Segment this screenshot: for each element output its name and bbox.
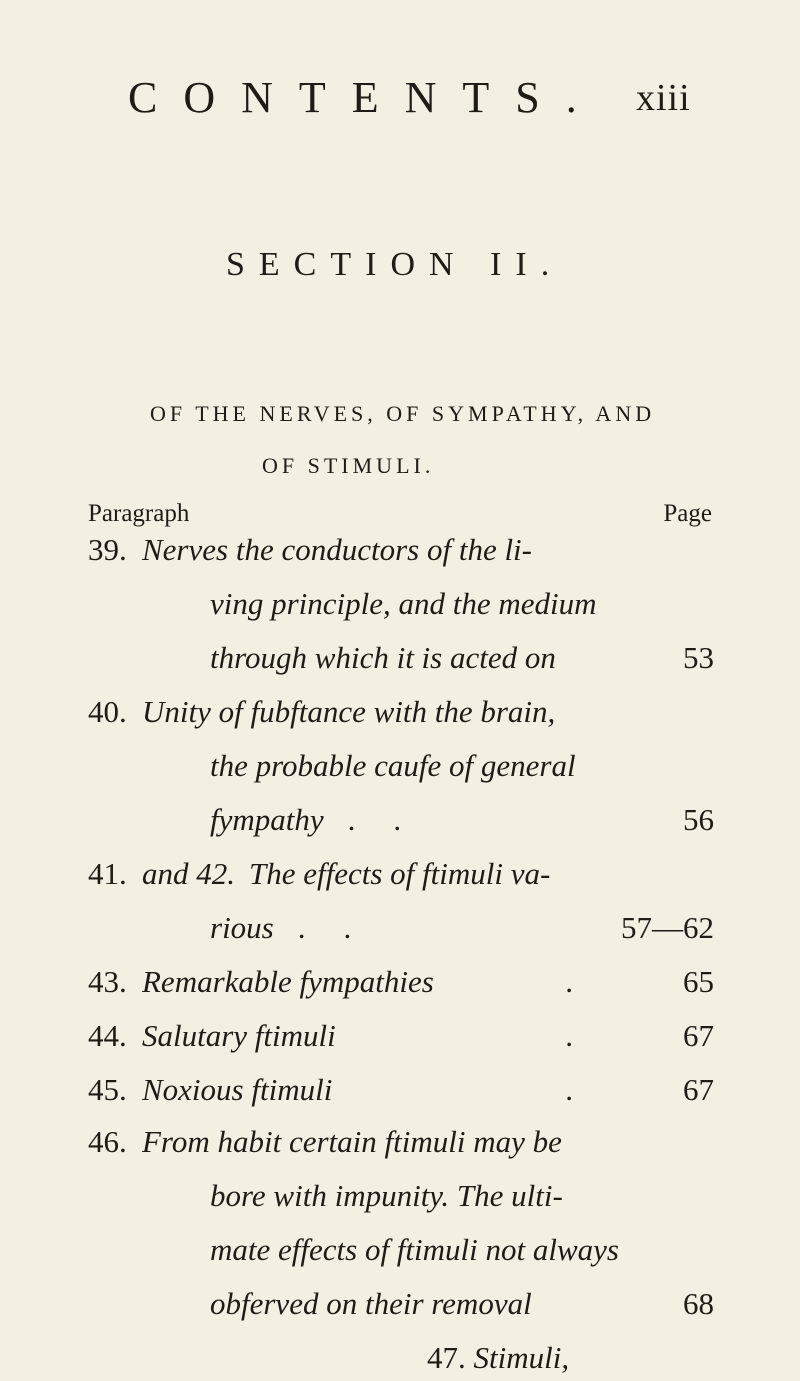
entry-text: From habit certain ftimuli may be — [142, 1124, 562, 1159]
catchword-number: 47. — [427, 1340, 466, 1375]
contents-entry — [88, 1072, 714, 1126]
entry-page: 68 — [683, 1286, 714, 1321]
subtitle-line-2: OF STIMULI. — [262, 453, 435, 478]
entry-text: through which it is acted on — [210, 640, 556, 675]
leader-dots: . — [565, 964, 611, 999]
entry-text: Noxious ftimuli — [142, 1072, 333, 1107]
entry-text: Remarkable fympathies — [142, 964, 434, 999]
entry-number: 46. — [88, 1124, 127, 1159]
leader-dots: .. — [297, 910, 390, 945]
contents-entry — [88, 694, 714, 856]
contents-entry — [88, 532, 714, 694]
page-folio: xiii — [636, 77, 691, 119]
column-header-paragraph: Paragraph — [88, 500, 190, 527]
entry-page: 56 — [683, 802, 714, 837]
leader-dots: . — [565, 1072, 611, 1107]
subtitle-line-1: OF THE NERVES, OF SYMPATHY, AND — [150, 401, 656, 426]
entry-page: 65 — [683, 964, 714, 999]
catchword-text: Stimuli, — [473, 1340, 570, 1375]
entry-text: rious — [210, 910, 274, 945]
contents-entry — [88, 1124, 714, 1340]
entry-text: ving principle, and the medium — [210, 586, 597, 621]
column-header-page: Page — [663, 500, 712, 527]
entry-number: 45. — [88, 1072, 127, 1107]
entry-prefix: and 42. — [142, 856, 235, 891]
contents-entry — [88, 1018, 714, 1072]
entry-text: mate effects of ftimuli not always — [210, 1232, 619, 1267]
section-subtitle — [150, 388, 760, 492]
leader-dots: . — [565, 1018, 611, 1053]
header-title: CONTENTS. — [128, 73, 603, 122]
entry-number: 43. — [88, 964, 127, 999]
entry-number: 39. — [88, 532, 127, 567]
running-header — [128, 72, 728, 132]
entry-text: the probable caufe of general — [210, 748, 576, 783]
entry-text: obferved on their removal — [210, 1286, 532, 1321]
entry-number: 41. — [88, 856, 127, 891]
entry-number: 40. — [88, 694, 127, 729]
entry-page: 53 — [683, 640, 714, 675]
entry-text: Salutary ftimuli — [142, 1018, 336, 1053]
entry-number: 44. — [88, 1018, 127, 1053]
entry-text: fympathy — [210, 802, 324, 837]
entry-text: bore with impunity. The ulti- — [210, 1178, 563, 1213]
entry-text: The effects of ftimuli va- — [249, 856, 551, 891]
entry-text: Unity of fubftance with the brain, — [142, 694, 556, 729]
leader-dots: .. — [347, 802, 440, 837]
entry-text: Nerves the conductors of the li- — [142, 532, 532, 567]
section-title: SECTION II. — [226, 246, 564, 283]
entry-page: 67 — [683, 1018, 714, 1053]
contents-entry — [88, 964, 714, 1018]
contents-entry — [88, 856, 714, 964]
entry-page: 67 — [683, 1072, 714, 1107]
entry-page: 57—62 — [621, 910, 714, 945]
catchword — [427, 1340, 569, 1376]
